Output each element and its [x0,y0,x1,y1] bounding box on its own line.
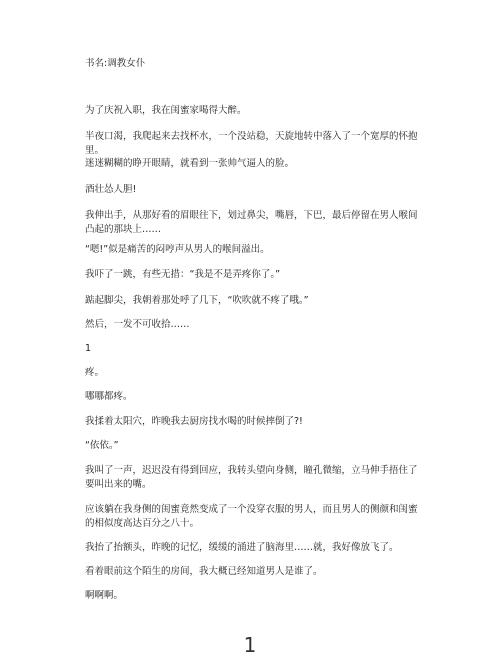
paragraph: 然后，一发不可收拾…… [85,319,190,330]
paragraph: 我伸出手，从那好看的眉眼往下，划过鼻尖，嘴唇，下巴，最后停留在男人喉间凸起的那块上…… [85,210,418,235]
paragraph: 哪哪都疼。 [85,391,133,402]
paragraph: 我揉着太阳穴，昨晚我去厨房找水喝的时候摔倒了?! [85,416,303,427]
paragraph: 我叫了一声，迟迟没有得到回应，我转头望向身侧，瞳孔微缩，立马伸手捂住了要叫出来的嘴。 [85,465,418,490]
paragraph: 酒壮怂人胆! [85,184,137,195]
book-title: 书名:调教女仆 [85,58,146,69]
paragraph: 我抬了抬额头，昨晚的记忆，缓缓的涌进了脑海里……就，我好像放飞了。 [85,542,399,553]
page-number: 1 [243,633,257,657]
paragraph: 疼。 [85,367,105,378]
chapter-number: 1 [85,343,92,354]
paragraph: 啊啊啊。 [85,590,124,601]
paragraph: 应该躺在我身侧的闺蜜竟然变成了一个没穿衣服的男人，而且男人的侧颜和闺蜜的相似度高达百分之八十。 [85,504,418,529]
paragraph: “嗯!”似是痛苦的闷哼声从男人的喉间溢出。 [85,244,270,255]
paragraph: 半夜口渴，我爬起来去找杯水，一个没站稳，天旋地转中落入了一个宽厚的怀抱里。 [85,131,418,156]
paragraph: 迷迷糊糊的睁开眼睛，就看到一张帅气逼人的脸。 [85,158,295,169]
paragraph: 为了庆祝入职，我在闺蜜家喝得大醉。 [85,105,247,116]
paragraph: 我吓了一跳，有些无措：“我是不是弄疼你了。” [85,269,281,280]
paragraph: 踮起脚尖，我朝着那处呼了几下，“吹吹就不疼了哦。” [85,295,309,306]
paragraph: 看着眼前这个陌生的房间，我大概已经知道男人是谁了。 [85,566,323,577]
paragraph: “依依。” [85,440,119,451]
